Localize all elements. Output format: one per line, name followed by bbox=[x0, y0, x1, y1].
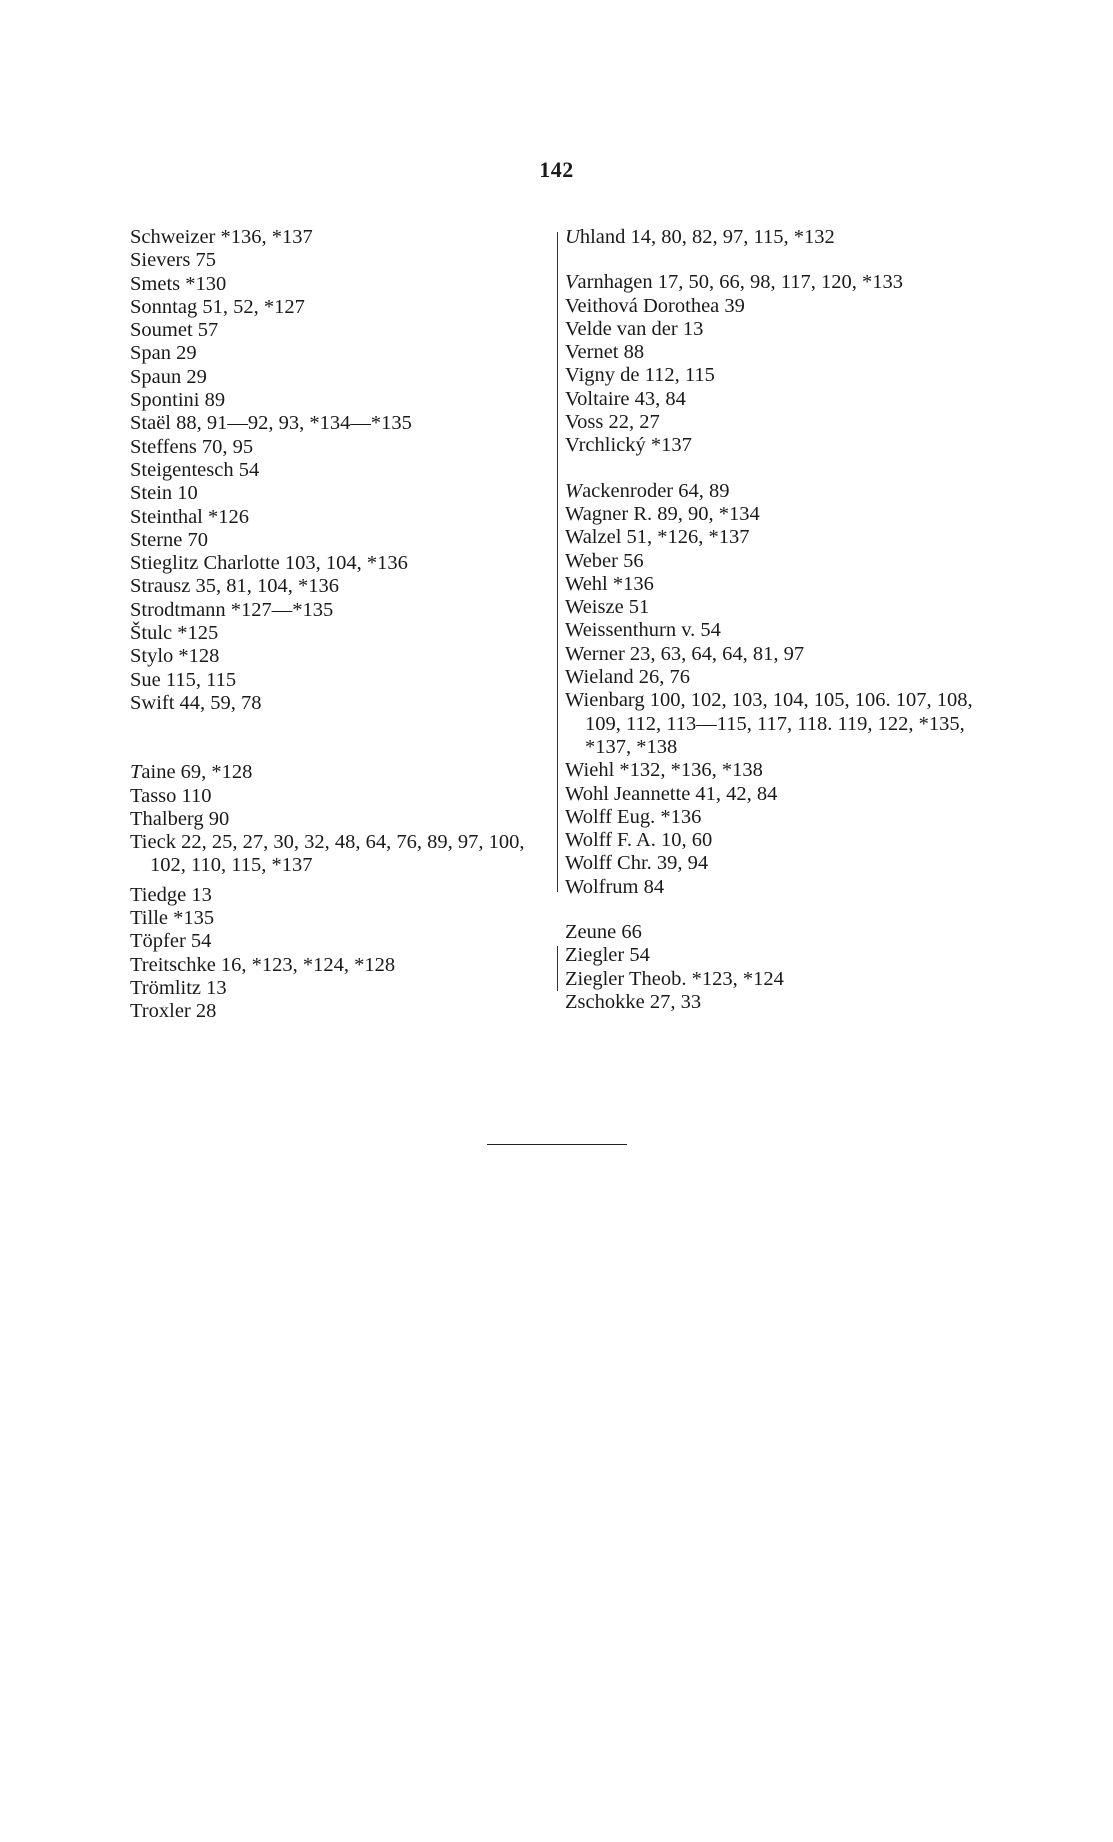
index-entry: Steinthal *126 bbox=[130, 505, 250, 528]
index-entry: Wohl Jeannette 41, 42, 84 bbox=[565, 782, 778, 805]
index-entry: Swift 44, 59, 78 bbox=[130, 691, 262, 714]
section-initial: T bbox=[130, 761, 142, 784]
index-group-u bbox=[565, 226, 1005, 249]
index-entry: Sterne 70 bbox=[130, 528, 208, 551]
index-entry: Schweizer *136, *137 bbox=[130, 226, 313, 248]
index-entry: Stein 10 bbox=[130, 482, 198, 505]
entry-text: ackenroder 64, 89 bbox=[582, 479, 730, 502]
section-initial: U bbox=[565, 226, 580, 248]
index-entry: Wienbarg 100, 102, 103, 104, 105, 106. 107, 108, 109, 112, 113—115, 117, 118. 119, 122, *135, *137, *138 bbox=[565, 689, 973, 758]
index-entry: Wagner R. 89, 90, *134 bbox=[565, 502, 760, 525]
index-entry bbox=[130, 761, 555, 784]
index-entry: Wieland 26, 76 bbox=[565, 666, 690, 689]
index-entry: Soumet 57 bbox=[130, 319, 219, 342]
index-entry: Tille *135 bbox=[130, 907, 215, 930]
index-group-z bbox=[565, 921, 1005, 1014]
index-entry: Weisze 51 bbox=[565, 596, 650, 619]
index-entry: Sue 115, 115 bbox=[130, 668, 237, 691]
column-divider bbox=[557, 232, 558, 892]
index-entry: Trömlitz 13 bbox=[130, 976, 227, 999]
index-entry: Spontini 89 bbox=[130, 389, 226, 412]
column-divider-lower bbox=[557, 946, 558, 991]
index-entry: Spaun 29 bbox=[130, 365, 207, 388]
index-entry: Veithová Dorothea 39 bbox=[565, 294, 745, 317]
index-entry: Tiedge 13 bbox=[130, 883, 212, 906]
entry-text: hland 14, 80, 82, 97, 115, *132 bbox=[579, 226, 835, 248]
index-entry: Thalberg 90 bbox=[130, 807, 230, 830]
index-entry: Staël 88, 91—92, 93, *134—*135 bbox=[130, 412, 412, 435]
index-entry: Wolff Eug. *136 bbox=[565, 805, 702, 828]
index-entry: Werner 23, 63, 64, 64, 81, 97 bbox=[565, 642, 805, 665]
section-initial: W bbox=[565, 479, 583, 502]
index-entry: Sonntag 51, 52, *127 bbox=[130, 295, 305, 318]
index-entry: Strausz 35, 81, 104, *136 bbox=[130, 575, 339, 598]
index-entry bbox=[565, 271, 1005, 294]
index-entry bbox=[565, 226, 1005, 249]
index-entry: Walzel 51, *126, *137 bbox=[565, 526, 750, 549]
index-entry: Treitschke 16, *123, *124, *128 bbox=[130, 953, 396, 976]
index-entry: Sievers 75 bbox=[130, 249, 216, 272]
index-entry: Wiehl *132, *136, *138 bbox=[565, 759, 763, 782]
index-entry: Stylo *128 bbox=[130, 645, 220, 668]
index-entry bbox=[565, 480, 1005, 503]
group-spacer bbox=[565, 458, 1005, 480]
index-entry: Vigny de 112, 115 bbox=[565, 364, 715, 387]
index-entry: Töpfer 54 bbox=[130, 930, 212, 953]
index-entry: Troxler 28 bbox=[130, 1000, 217, 1023]
index-entry: Span 29 bbox=[130, 342, 197, 365]
right-column bbox=[565, 226, 1005, 1014]
index-entry: Smets *130 bbox=[130, 272, 227, 295]
index-entry: Wehl *136 bbox=[565, 572, 654, 595]
index-entry: Velde van der 13 bbox=[565, 317, 704, 340]
index-group-v bbox=[565, 271, 1005, 457]
group-spacer bbox=[565, 899, 1005, 921]
index-entry: Wolff F. A. 10, 60 bbox=[565, 829, 713, 852]
entry-text: arnhagen 17, 50, 66, 98, 117, 120, *133 bbox=[577, 271, 904, 294]
index-entry: Steigentesch 54 bbox=[130, 458, 260, 481]
index-entry: Štulc *125 bbox=[130, 622, 219, 645]
index-entry: Stieglitz Charlotte 103, 104, *136 bbox=[130, 552, 408, 575]
index-entry: Zschokke 27, 33 bbox=[565, 990, 702, 1013]
index-entry: Steffens 70, 95 bbox=[130, 435, 254, 458]
group-spacer bbox=[565, 249, 1005, 271]
index-entry: Voss 22, 27 bbox=[565, 411, 660, 434]
left-column bbox=[130, 226, 555, 1024]
index-entry: Weissenthurn v. 54 bbox=[565, 619, 721, 642]
index-group-w bbox=[565, 480, 1005, 899]
index-entry: Ziegler 54 bbox=[565, 944, 650, 967]
index-entry: Wolff Chr. 39, 94 bbox=[565, 852, 709, 875]
index-entry: Voltaire 43, 84 bbox=[565, 387, 686, 410]
index-entry: Vernet 88 bbox=[565, 341, 645, 364]
index-entry: Strodtmann *127—*135 bbox=[130, 598, 334, 621]
group-spacer bbox=[130, 715, 555, 761]
index-entry: Zeune 66 bbox=[565, 921, 642, 944]
index-entry: Wolfrum 84 bbox=[565, 875, 665, 898]
index-entry: Tasso 110 bbox=[130, 784, 212, 807]
index-group-t bbox=[130, 761, 555, 1023]
page-number: 142 bbox=[539, 157, 574, 182]
index-entry: Tieck 22, 25, 27, 30, 32, 48, 64, 76, 89, 97, 100, 102, 110, 115, *137 bbox=[130, 831, 525, 877]
entry-text: aine 69, *128 bbox=[141, 761, 253, 784]
section-initial: V bbox=[565, 271, 578, 294]
index-group-s bbox=[130, 226, 555, 715]
end-rule bbox=[487, 1144, 627, 1145]
index-entry: Vrchlický *137 bbox=[565, 434, 692, 457]
index-entry: Weber 56 bbox=[565, 549, 644, 572]
index-entry: Ziegler Theob. *123, *124 bbox=[565, 967, 784, 990]
